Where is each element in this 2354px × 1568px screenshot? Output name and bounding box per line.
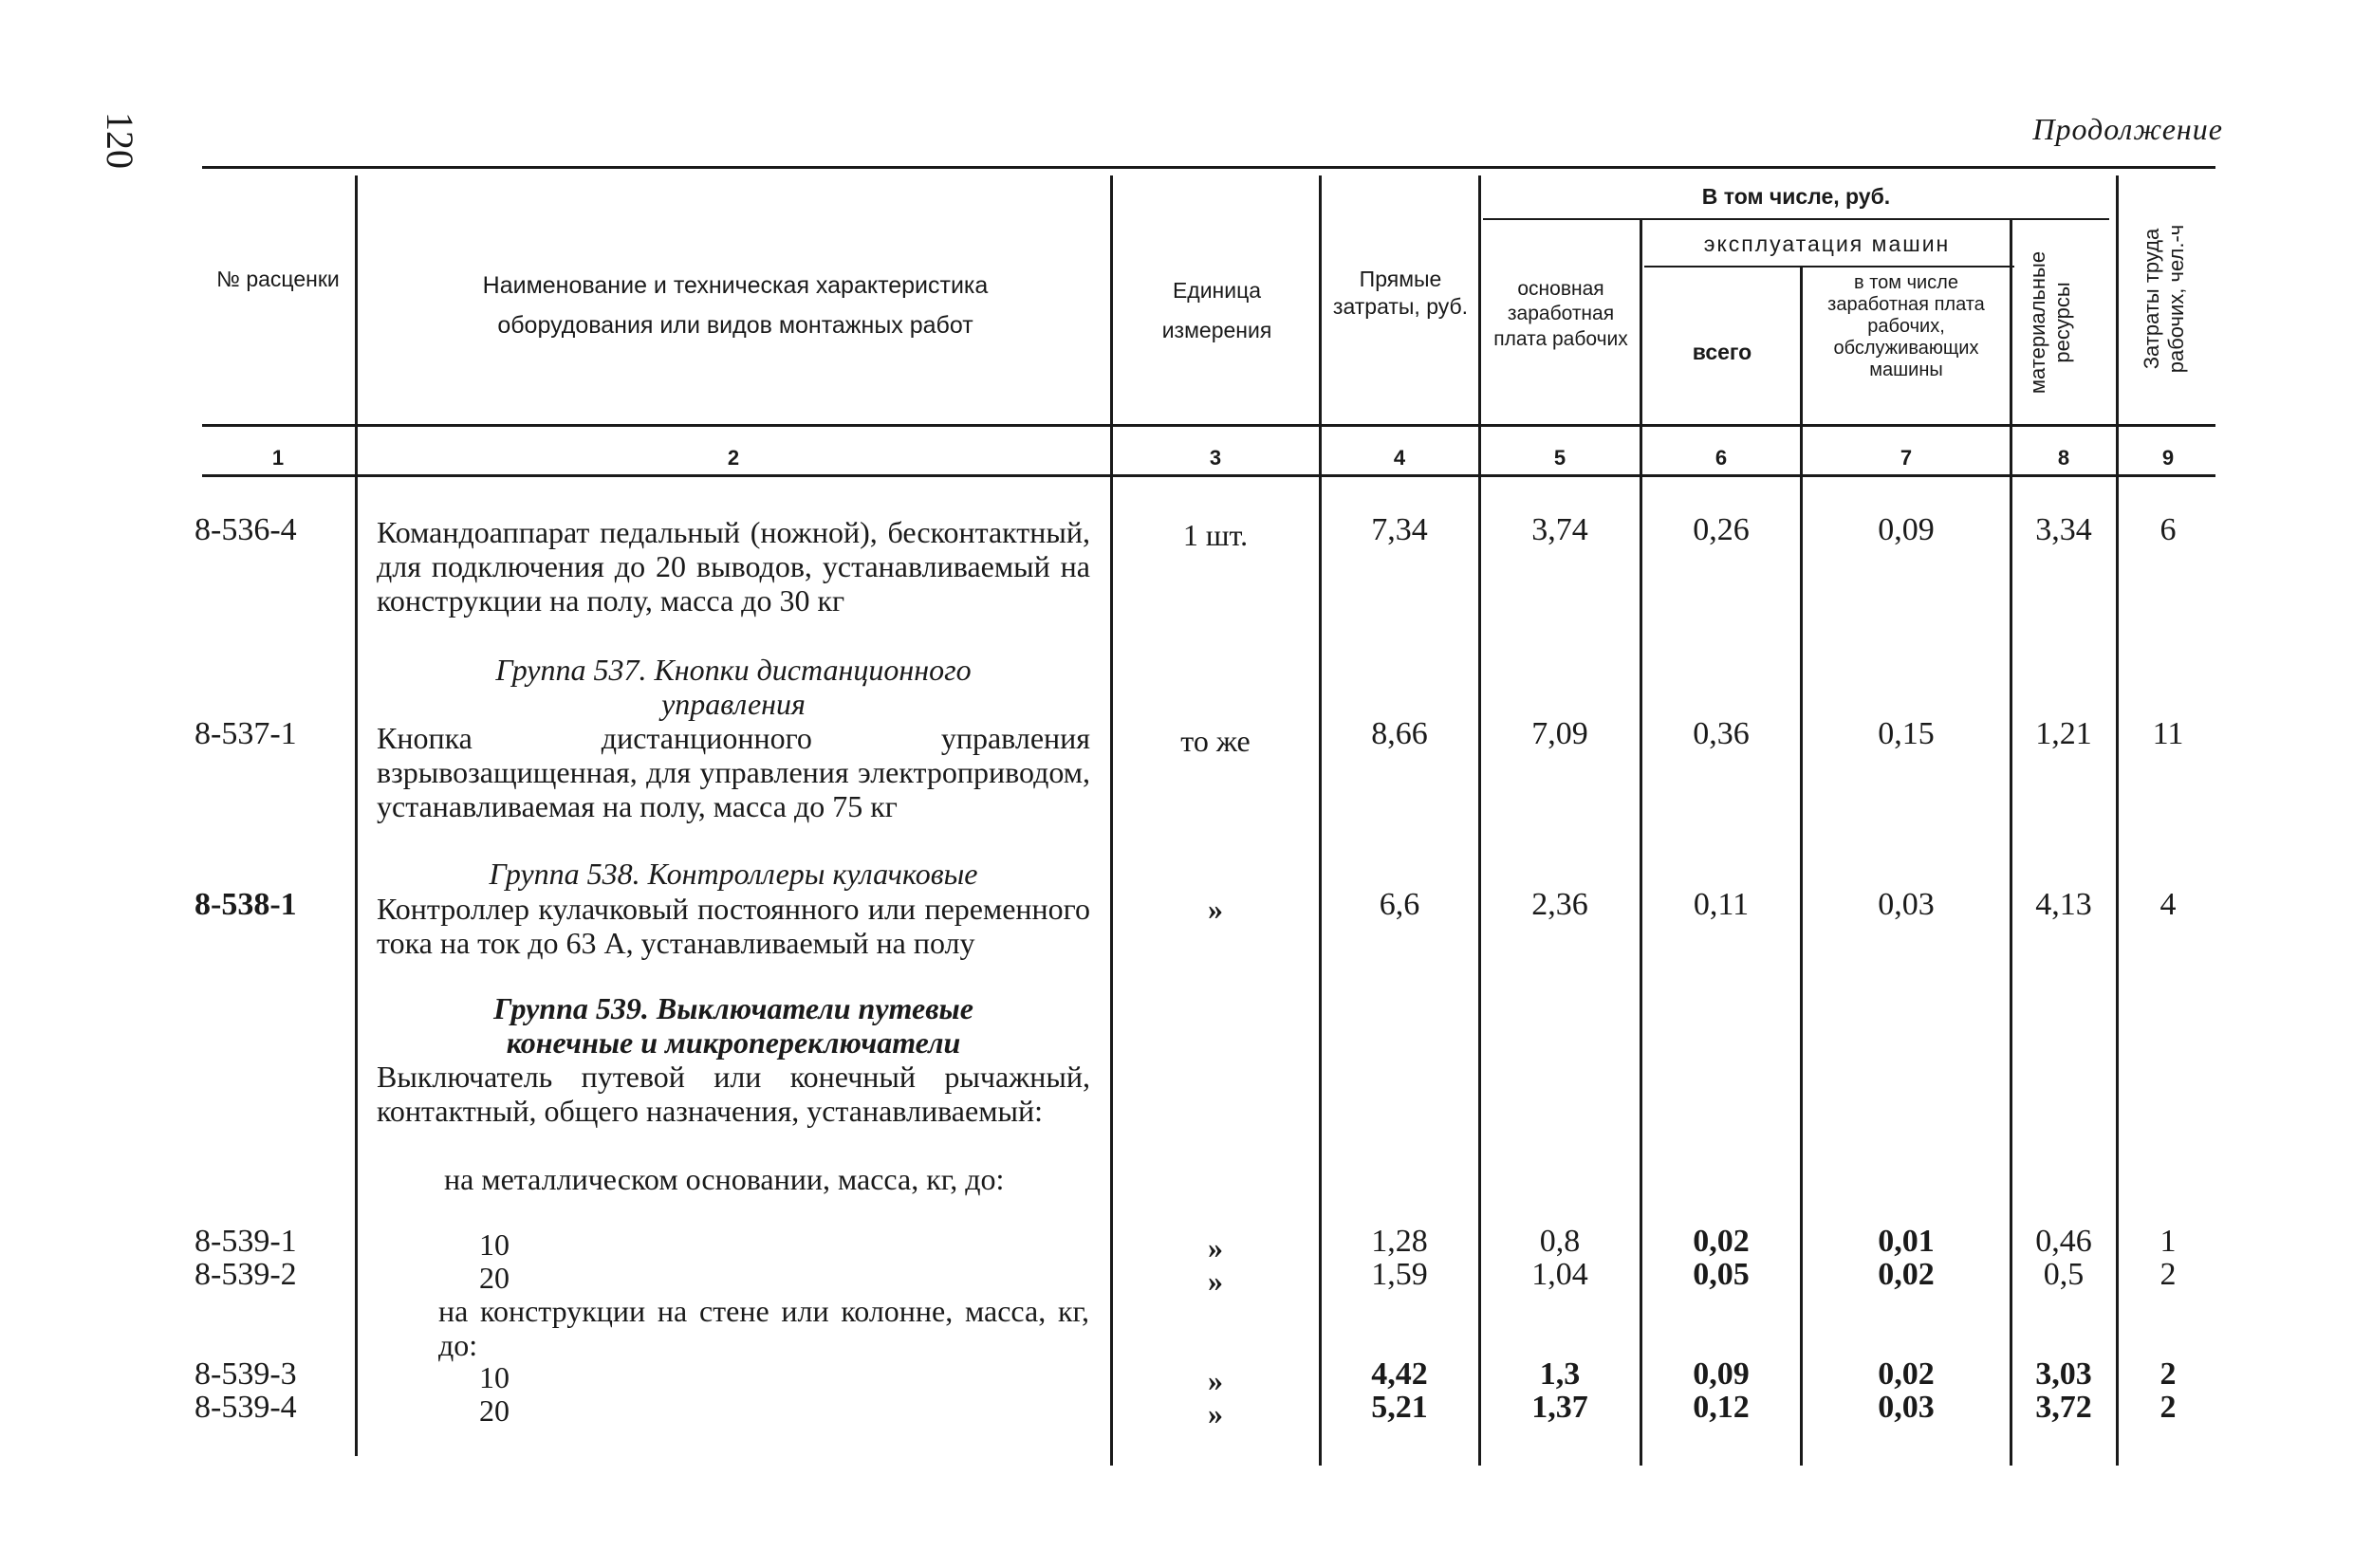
- row-code: 8-538-1: [195, 887, 297, 922]
- col-divider-1: [355, 175, 358, 1456]
- row-base-wage: 0,8: [1539, 1224, 1581, 1259]
- row-machine-wage: 0,09: [1878, 512, 1935, 547]
- row-labor: 4: [2159, 887, 2177, 922]
- row-materials: 0,5: [2043, 1257, 2085, 1292]
- row-unit: »: [1208, 1264, 1223, 1298]
- row-labor: 2: [2159, 1390, 2177, 1425]
- group-heading: Группа 537. Кнопки дистанционного управления: [495, 653, 972, 721]
- row-code: 8-539-2: [195, 1257, 297, 1292]
- row-machine-wage: 0,02: [1878, 1356, 1935, 1392]
- col-divider-8: [2116, 175, 2119, 1466]
- colnum-1: 1: [271, 446, 285, 470]
- col-divider-6: [1800, 267, 1803, 1466]
- row-labor: 6: [2159, 512, 2177, 547]
- colnum-8: 8: [2057, 446, 2070, 470]
- continuation-label: Продолжение: [2032, 112, 2223, 146]
- group-heading: Группа 539. Выключатели путевые конечные и микропереключатели: [493, 991, 973, 1060]
- header-col9: Затраты труда рабочих, чел.-ч: [2140, 224, 2189, 374]
- row-description: Выключатель путевой или конечный рычажный, контактный, общего назначения, устанавливаемый:: [377, 1060, 1090, 1128]
- row-code: 8-539-3: [195, 1356, 297, 1392]
- row-machines-total: 0,09: [1693, 1356, 1750, 1392]
- row-labor: 2: [2159, 1257, 2177, 1292]
- rub-group-rule: [1483, 218, 2109, 220]
- row-mass: 20: [479, 1393, 510, 1428]
- row-machine-wage: 0,03: [1878, 1390, 1935, 1425]
- colnum-4: 4: [1393, 446, 1406, 470]
- row-direct-costs: 8,66: [1371, 716, 1428, 751]
- row-direct-costs: 6,6: [1379, 887, 1420, 922]
- row-machine-wage: 0,02: [1878, 1257, 1935, 1292]
- row-machines-total: 0,05: [1693, 1257, 1750, 1292]
- row-base-wage: 1,04: [1531, 1257, 1588, 1292]
- row-description: Контроллер кулачковый постоянного или переменного тока на ток до 63 А, устанавливаемый на полу: [377, 892, 1090, 960]
- row-unit: то же: [1180, 724, 1251, 758]
- colnum-2: 2: [727, 446, 740, 470]
- header-col6: всего: [1692, 340, 1752, 364]
- row-unit: »: [1208, 1230, 1223, 1264]
- subgroup-label: на металлическом основании, масса, кг, до:: [444, 1162, 1005, 1196]
- table-top-rule: [202, 166, 2215, 169]
- row-base-wage: 1,37: [1531, 1390, 1588, 1425]
- col-divider-4: [1478, 175, 1481, 1466]
- row-base-wage: 1,3: [1539, 1356, 1581, 1392]
- row-machines-total: 0,02: [1693, 1224, 1750, 1259]
- row-machines-total: 0,11: [1693, 887, 1750, 922]
- header-group-machines: эксплуатация машин: [1703, 231, 1951, 256]
- row-machines-total: 0,36: [1693, 716, 1750, 751]
- header-col3: Единица измерения: [1161, 278, 1272, 342]
- row-code: 8-539-1: [195, 1224, 297, 1259]
- row-machines-total: 0,12: [1693, 1390, 1750, 1425]
- row-description: Командоаппарат педальный (ножной), бесконтактный, для подключения до 20 выводов, устанавливаемый на конструкции на полу, масса до 30 кг: [377, 515, 1090, 618]
- colnum-bottom-rule: [202, 474, 2215, 477]
- header-col8: материальные ресурсы: [2026, 250, 2075, 395]
- colnum-9: 9: [2161, 446, 2175, 470]
- colnum-7: 7: [1900, 446, 1913, 470]
- row-machine-wage: 0,03: [1878, 887, 1935, 922]
- row-labor: 2: [2159, 1356, 2177, 1392]
- row-direct-costs: 5,21: [1371, 1390, 1428, 1425]
- row-code: 8-536-4: [195, 512, 297, 547]
- row-mass: 10: [479, 1227, 510, 1262]
- col-divider-5: [1640, 220, 1642, 1466]
- row-materials: 3,34: [2035, 512, 2092, 547]
- row-base-wage: 3,74: [1531, 512, 1588, 547]
- row-materials: 3,72: [2035, 1390, 2092, 1425]
- row-direct-costs: 1,28: [1371, 1224, 1428, 1259]
- row-mass: 20: [479, 1261, 510, 1295]
- row-code: 8-539-4: [195, 1390, 297, 1425]
- col-divider-7: [2010, 220, 2012, 1466]
- row-machines-total: 0,26: [1693, 512, 1750, 547]
- row-machine-wage: 0,15: [1878, 716, 1935, 751]
- row-description: Кнопка дистанционного управления взрывозащищенная, для управления электроприводом, устанавливаемая на полу, масса до 75 кг: [377, 721, 1090, 823]
- row-materials: 1,21: [2035, 716, 2092, 751]
- header-group-rub: В том числе, руб.: [1701, 184, 1891, 209]
- row-unit: »: [1208, 1396, 1223, 1430]
- row-unit: »: [1208, 892, 1223, 926]
- col-divider-2: [1110, 175, 1113, 1466]
- header-bottom-rule: [202, 424, 2215, 427]
- row-base-wage: 7,09: [1531, 716, 1588, 751]
- row-unit: »: [1208, 1363, 1223, 1397]
- header-col4: Прямые затраты, руб.: [1332, 267, 1469, 319]
- colnum-6: 6: [1715, 446, 1728, 470]
- row-base-wage: 2,36: [1531, 887, 1588, 922]
- col-divider-3: [1319, 175, 1322, 1466]
- row-direct-costs: 7,34: [1371, 512, 1428, 547]
- colnum-3: 3: [1209, 446, 1222, 470]
- group-heading: Группа 538. Контроллеры кулачковые: [489, 857, 978, 891]
- row-machine-wage: 0,01: [1878, 1224, 1935, 1259]
- row-materials: 3,03: [2035, 1356, 2092, 1392]
- row-unit: 1 шт.: [1182, 518, 1249, 552]
- colnum-5: 5: [1553, 446, 1566, 470]
- header-col7: в том числе заработная плата рабочих, обслуживающих машины: [1827, 272, 1985, 380]
- header-col2: Наименование и техническая характеристика оборудования или видов монтажных работ: [482, 272, 989, 339]
- subgroup-label: на конструкции на стене или колонне, масса, кг, до:: [438, 1294, 1089, 1362]
- row-direct-costs: 4,42: [1371, 1356, 1428, 1392]
- page-number: 120: [99, 112, 141, 169]
- header-col5: основная заработная плата рабочих: [1493, 278, 1628, 350]
- row-labor: 11: [2152, 716, 2184, 751]
- machines-group-rule: [1644, 266, 2014, 267]
- row-materials: 4,13: [2035, 887, 2092, 922]
- row-mass: 10: [479, 1360, 510, 1394]
- row-code: 8-537-1: [195, 716, 297, 751]
- row-materials: 0,46: [2035, 1224, 2092, 1259]
- row-labor: 1: [2159, 1224, 2177, 1259]
- row-direct-costs: 1,59: [1371, 1257, 1428, 1292]
- header-col1: № расценки: [216, 267, 340, 291]
